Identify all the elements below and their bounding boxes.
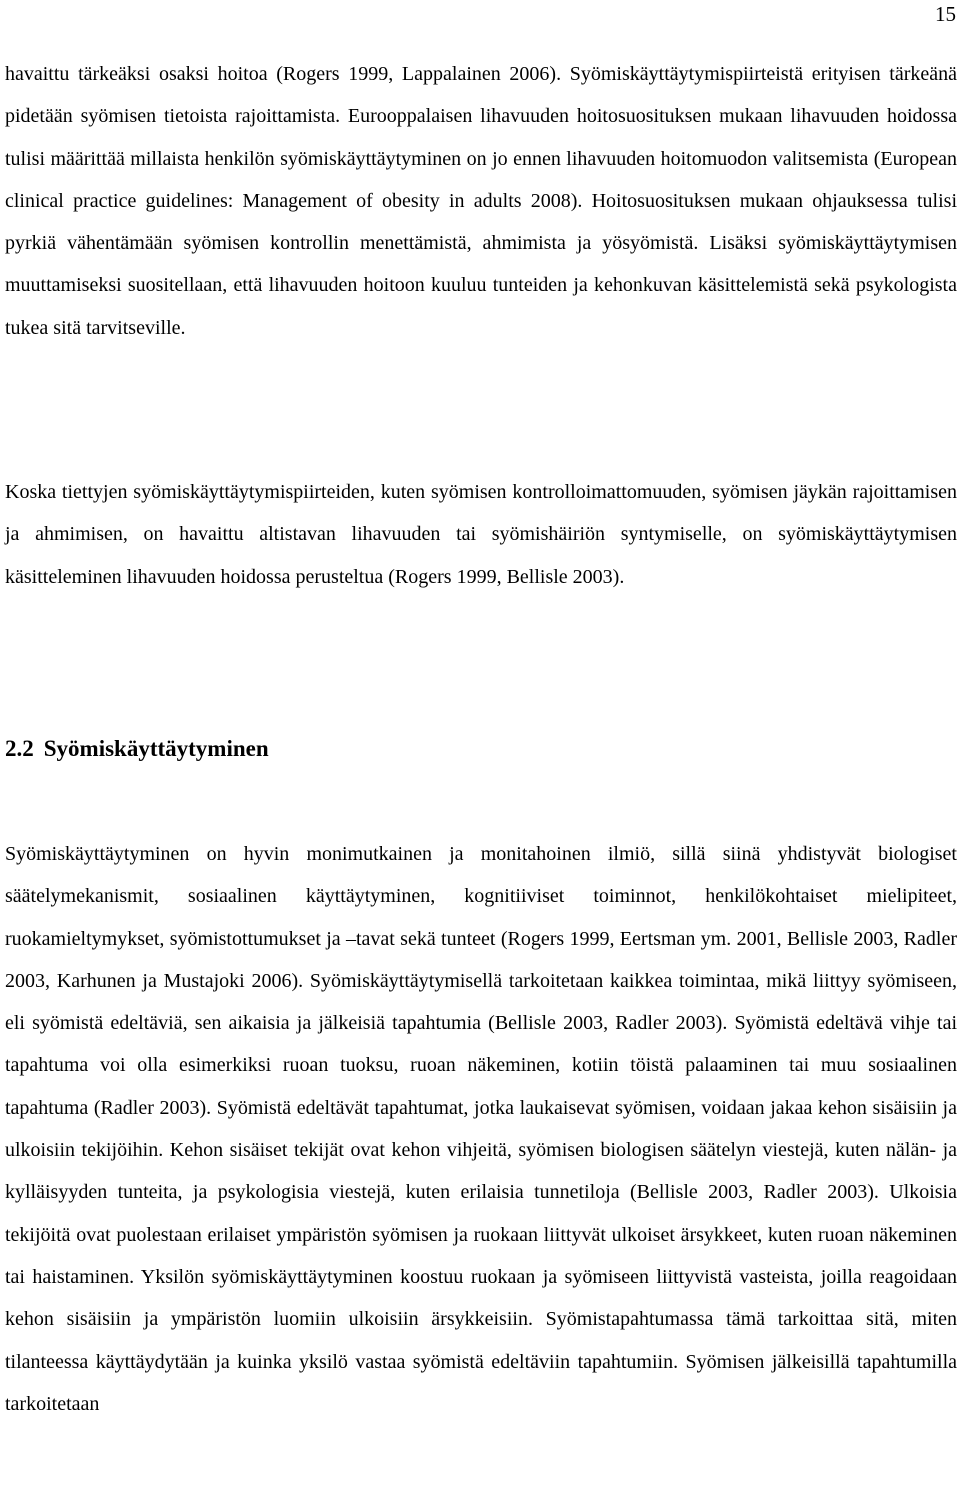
body-paragraph-1: havaittu tärkeäksi osaksi hoitoa (Rogers 1999, Lappalainen 2006). Syömiskäyttäytymispiirteistä erityisen tärkeänä pidetään syömisen tietoista rajoittamista. Eurooppalaisen lihavuuden hoitosuosituksen mukaan lihavuuden hoidossa tulisi määrittää millaista henkilön syömiskäyttäytyminen on jo ennen lihavuuden hoitomuodon valitsemista (European clinical practice guidelines: Management of obesity in adults 2008). Hoitosuosituksen mukaan ohjauksessa tulisi pyrkiä vähentämään syömisen kontrollin menettämistä, ahmimista ja yösyömistä. Lisäksi syömiskäyttäytymisen muuttamiseksi suositellaan, että lihavuuden hoitoon kuuluu tunteiden ja kehonkuvan käsittelemistä sekä psykologista tukea sitä tarvitseville. (5, 63, 957, 339)
page-number: 15 (935, 2, 956, 26)
section-number: 2.2 (5, 736, 34, 761)
body-paragraph-2: Koska tiettyjen syömiskäyttäytymispiirteiden, kuten syömisen kontrolloimattomuuden, syömisen jäykän rajoittamisen ja ahmimisen, on havaittu altistavan lihavuuden tai syömishäiriön syntymiselle, on syömiskäyttäytymisen käsitteleminen lihavuuden hoidossa perusteltua (Rogers 1999, Bellisle 2003). (5, 481, 957, 588)
section-heading (5, 728, 957, 770)
section-title: Syömiskäyttäytyminen (43, 736, 269, 761)
body-paragraph-3: Syömiskäyttäytyminen on hyvin monimutkainen ja monitahoinen ilmiö, sillä siinä yhdistyvät biologiset säätelymekanismit, sosiaalinen käyttäytyminen, kognitiiviset toiminnot, henkilökohtaiset mielipiteet, ruokamieltymykset, syömistottumukset ja –tavat sekä tunteet (Rogers 1999, Eertsman ym. 2001, Bellisle 2003, Radler 2003, Karhunen ja Mustajoki 2006). Syömiskäyttäytymisellä tarkoitetaan kaikkea toimintaa, mikä liittyy syömiseen, eli syömistä edeltäviä, sen aikaisia ja jälkeisiä tapahtumia (Bellisle 2003, Radler 2003). Syömistä edeltävä vihje tai tapahtuma voi olla esimerkiksi ruoan tuoksu, ruoan näkeminen, kotiin töistä palaaminen tai muu sosiaalinen tapahtuma (Radler 2003). Syömistä edeltävät tapahtumat, jotka laukaisevat syömisen, voidaan jakaa kehon sisäisiin ja ulkoisiin tekijöihin. Kehon sisäiset tekijät ovat kehon vihjeitä, syömisen biologisen säätelyn viestejä, kuten nälän- ja kylläisyyden tunteita, ja psykologisia viestejä, kuten erilaisia tunnetiloja (Bellisle 2003, Radler 2003). Ulkoisia tekijöitä ovat puolestaan erilaiset ympäristön syömisen ja ruokaan liittyvät ulkoiset ärsykkeet, kuten ruoan näkeminen tai haistaminen. Yksilön syömiskäyttäytyminen koostuu ruokaan ja syömiseen liittyvistä vasteista, joilla reagoidaan kehon sisäisiin ja ympäristön luomiin ulkoisiin ärsykkeisiin. Syömistapahtumassa tämä tarkoittaa sitä, miten tilanteessa käyttäydytään ja kuinka yksilö vastaa syömistä edeltäviin tapahtumiin. Syömisen jälkeisillä tapahtumilla tarkoitetaan (5, 843, 957, 1415)
